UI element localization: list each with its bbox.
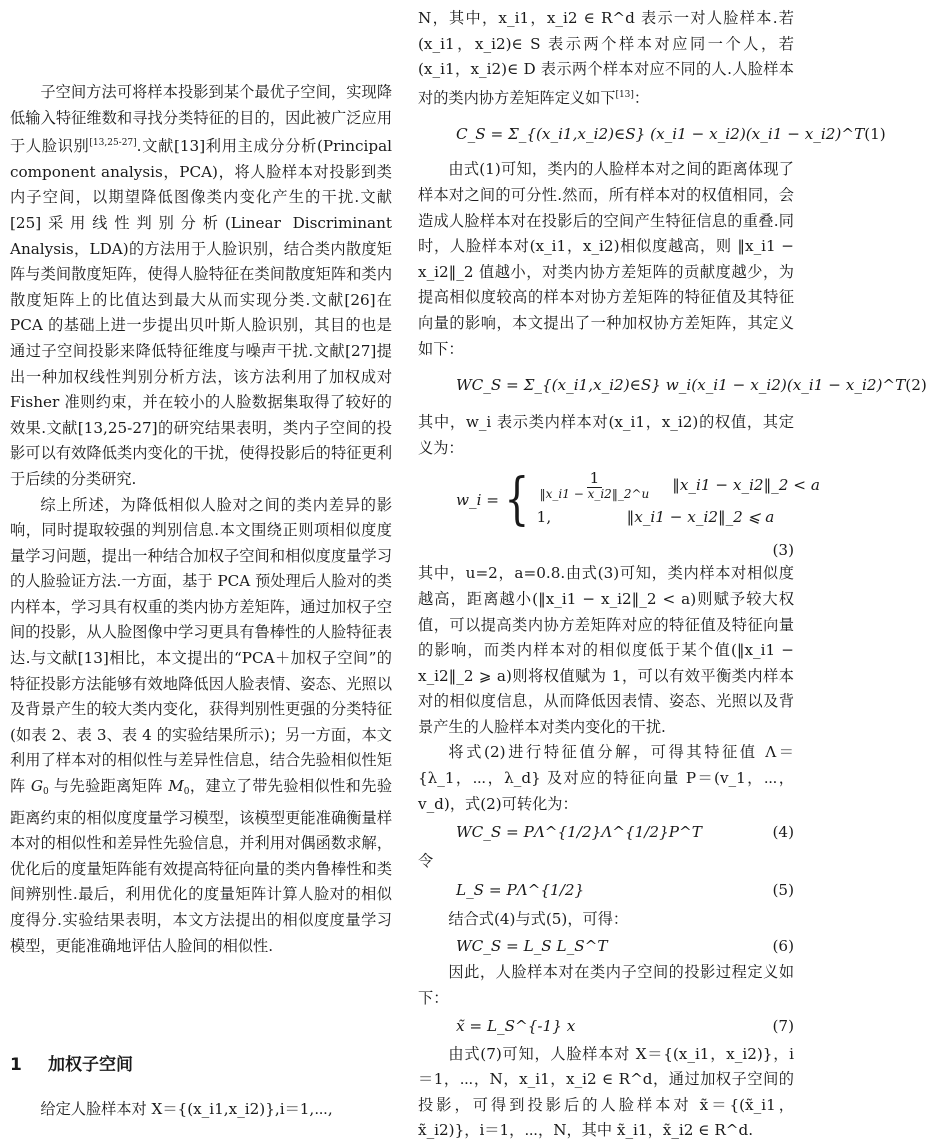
paragraph-combine: 结合式(4)与式(5)，可得： xyxy=(448,909,629,928)
case-value: 1, xyxy=(536,507,552,526)
paragraph-given-pairs xyxy=(10,1098,392,1119)
equation-text: x̃ = L_S^{-1} x xyxy=(456,1016,576,1035)
section-heading xyxy=(10,1050,133,1075)
paragraph-eigen-decomposition: 将式(2)进行特征值分解，可得其特征值 Λ＝{λ_1，⋯，λ_d} 及对应的特征向量 P＝(v_1，⋯，v_d)，式(2)可转化为： xyxy=(418,743,794,813)
equation-5 xyxy=(418,875,794,907)
equation-7 xyxy=(418,1012,794,1042)
paragraph-subspace-methods xyxy=(10,80,392,493)
paragraph-text: 综上所述，为降低相似人脸对之间的类内差异的影响，同时提取较强的判别信息.本文围绕正则项相似度度量学习问题，提出一种结合加权子空间和相似度度量学习的人脸验证方法.一方面，基于 PCA 预处理后人脸对的类内样本，学习具有权重的类内协方差矩阵，通过加权子空间的投影，从人脸图像中学习更具有鲁棒性的人脸特征表达.与文献[13]相比，本文提出的“PCA＋加权子空间”的特征投影方法能够有效地降低因人脸表情、姿态、光照以及背景产生的较大类内变化，获得判别性更强的分类特征(如表 2、表 3、表 4 的实验结果所示)；另一方面，本文利用了样本对的相似性与差异性信息，结合先验相似性矩阵 xyxy=(10,495,392,796)
section-number: 1 xyxy=(10,1055,22,1075)
fraction-numerator: 1 xyxy=(587,470,603,488)
equation-number: (7) xyxy=(772,1016,794,1035)
paragraph-projected-pairs: 由式(7)可知，人脸样本对 X＝{(x_i1，x_i2)}，i＝1，⋯，N，x_i1，x_i2 ∈ R^d，通过加权子空间的投影，可得到投影后的人脸样本对 x̃＝{(x̃_i1，x̃_i2)}，i＝1，⋯，N，其中 x̃_i1，x̃_i2 ∈ R^d. xyxy=(418,1044,794,1140)
citation: [13,25-27] xyxy=(89,138,137,149)
paragraph-text: N，其中，x_i1，x_i2 ∈ R^d 表示一对人脸样本.若(x_i1，x_i2)∈ S 表示两个样本对应同一个人，若(x_i1，x_i2)∈ D 表示两个样本对应不同的人.人脸样本对的类内协方差矩阵定义如下 xyxy=(418,9,794,107)
paragraph-weight-explanation: 其中，u=2，a=0.8.由式(3)可知，类内样本对相似度越高，距离越小(‖x_i1 − x_i2‖_2 < a)则赋予较大权值，可以提高类内协方差矩阵对应的特征值及特征向量的影响，而类内样本对的相似度低于某个值(‖x_i1 − x_i2‖_2 ⩾ a)则将权值赋为 1，可以有效平衡类内样本对的相似度信息，从而降低因表情、姿态、光照以及背景产生的人脸样本对类内变化的干扰. xyxy=(418,564,794,736)
paragraph-text: ： xyxy=(633,88,650,107)
paragraph-text: 给定人脸样本对 X＝{(x_i1,x_i2)},i＝1,⋯, xyxy=(40,1100,333,1118)
paragraph-projection: 因此，人脸样本对在类内子空间的投影过程定义如下： xyxy=(418,963,794,1008)
right-column xyxy=(418,0,927,1144)
equation-number: (4) xyxy=(772,823,794,842)
equation-3 xyxy=(418,461,820,539)
brace-symbol: { xyxy=(504,467,530,533)
equation-6 xyxy=(418,932,794,960)
fraction-denominator: ‖x_i1 − x_i2‖_2^u xyxy=(539,486,650,501)
equation-cases xyxy=(537,470,820,531)
equation-piecewise xyxy=(418,467,820,533)
case-condition: ‖x_i1 − x_i2‖_2 ⩽ a xyxy=(626,507,775,526)
paragraph-let: 令 xyxy=(418,852,434,871)
fraction xyxy=(537,470,653,501)
symbol-m0: M xyxy=(168,777,184,796)
left-column xyxy=(10,0,392,959)
equation-text: WC_S = PΛ^{1/2}Λ^{1/2}P^T xyxy=(456,823,702,842)
section-title: 加权子空间 xyxy=(48,1055,133,1075)
paragraph-text: .文献[13]利用主成分分析(Principal component analysis，PCA)，将人脸样本对投影到类内子空间，以期望降低图像类内变化产生的干扰.文献[25]采用线性判别分析(Linear Discriminant Analysis，LDA)的方法用于人脸识别，结合类内散度矩阵与类间散度矩阵，使得人脸特征在类间散度矩阵和类内散度矩阵上的比值达到最大从而实现分类.文献[26]在 PCA 的基础上进一步提出贝叶斯人脸识别，其目的也是通过子空间投影来降低特征维度与噪声干扰.文献[27]提出一种加权线性判别分析方法，该方法利用了加权成对 Fisher 准则约束，并在较小的人脸数据集取得了较好的效果.文献[13,25-27]的研究结果表明，类内子空间的投影可以有效降低类内变化的干扰，使得投影后的特征更利于后续的分类研究. xyxy=(10,137,392,488)
paragraph-weight-definition: 其中，w_i 表示类内样本对(x_i1，x_i2)的权值，其定义为： xyxy=(418,413,794,457)
paragraph-summary: 综上所述，为降低相似人脸对之间的类内差异的影响，同时提取较强的判别信息.本文围绕正则项相似度度量学习问题，提出一种结合加权子空间和相似度度量学习的人脸验证方法.一方面，基于 PCA 预处理后人脸对的类内样本，学习具有权重的类内协方差矩阵，通过加权子空间的投影，从人脸图像中学习更具有鲁棒性的人脸特征表达.与文献[13]相比，本文提出的“PCA＋加权子空间”的特征投影方法能够有效地降低因人脸表情、姿态、光照以及背景产生的较大类内变化，获得判别性更强的分类特征(如表 2、表 3、表 4 的实验结果所示)；另一方面，本文利用了样本对的相似性与差异性信息，结合先验相似性矩阵 $G_0$ 与先验距离矩阵 $M_0$，建立了带先验相似性和先验距离约束的相似度度量学习模型，该模型更能准确衡量样本对的相似性和差异性先验信息，并利用对偶函数求解，优化后的度量矩阵能有效提高特征向量的类内鲁棒性和类间辨别性.最后，利用优化的度量矩阵计算人脸对的相似度得分.实验结果表明，本文方法提出的相似度度量学习模型，更能准确地评估人脸间的相似性. xyxy=(10,495,393,955)
equation-number: (1) xyxy=(864,124,886,143)
equation-3-number: (3) xyxy=(772,541,794,560)
equation-text: L_S = PΛ^{1/2} xyxy=(456,881,585,900)
equation-case-1 xyxy=(537,470,820,501)
paragraph-definitions xyxy=(418,6,794,111)
paragraph-text: 与先验距离矩阵 xyxy=(48,777,169,796)
equation-text: WC_S = L_S L_S^T xyxy=(456,936,608,955)
equation-text: C_S = Σ_{(x_i1,x_i2)∈S} (x_i1 − x_i2)(x_i1 − x_i2)^T xyxy=(456,124,865,143)
equation-4 xyxy=(418,817,794,849)
equation-lhs: w_i = xyxy=(456,490,500,509)
paragraph-text: ，建立了带先验相似性和先验距离约束的相似度度量学习模型，该模型更能准确衡量样本对的相似性和差异性先验信息，并利用对偶函数求解，优化后的度量矩阵能有效提高特征向量的类内鲁棒性和类间辨别性.最后，利用优化的度量矩阵计算人脸对的相似度得分.实验结果表明，本文方法提出的相似度度量学习模型，更能准确地评估人脸间的相似性. xyxy=(10,777,393,955)
paragraph-weights-motivation: 由式(1)可知，类内的人脸样本对之间的距离体现了样本对之间的可分性.然而，所有样本对的权值相同，会造成人脸样本对在投影后的空间产生特征信息的重叠.同时，人脸样本对(x_i1，x_i2)相似度越高，则 ‖x_i1 − x_i2‖_2 值越小，对类内协方差矩阵的贡献度越少，为提高相似度较高的样本对协方差矩阵的特征值及其特征向量的影响，本文提出了一种加权协方差矩阵，其定义如下： xyxy=(418,160,794,358)
symbol-g0: G xyxy=(30,777,43,796)
case-condition: ‖x_i1 − x_i2‖_2 < a xyxy=(672,475,820,494)
equation-number: (2) xyxy=(905,376,927,395)
equation-case-2 xyxy=(537,505,820,531)
equation-2 xyxy=(418,362,927,410)
equation-text: WC_S = Σ_{(x_i1,x_i2)∈S} w_i(x_i1 − x_i2)(x_i1 − x_i2)^T xyxy=(456,376,906,395)
equation-number: (5) xyxy=(772,881,794,900)
equation-1 xyxy=(418,111,886,157)
citation: [13] xyxy=(615,89,634,100)
equation-number: (6) xyxy=(772,936,794,955)
paragraph-text: 子空间方法可将样本投影到某个最优子空间，实现降低输入特征维数和寻找分类特征的目的，因此被广泛应用于人脸识别 xyxy=(10,83,392,156)
